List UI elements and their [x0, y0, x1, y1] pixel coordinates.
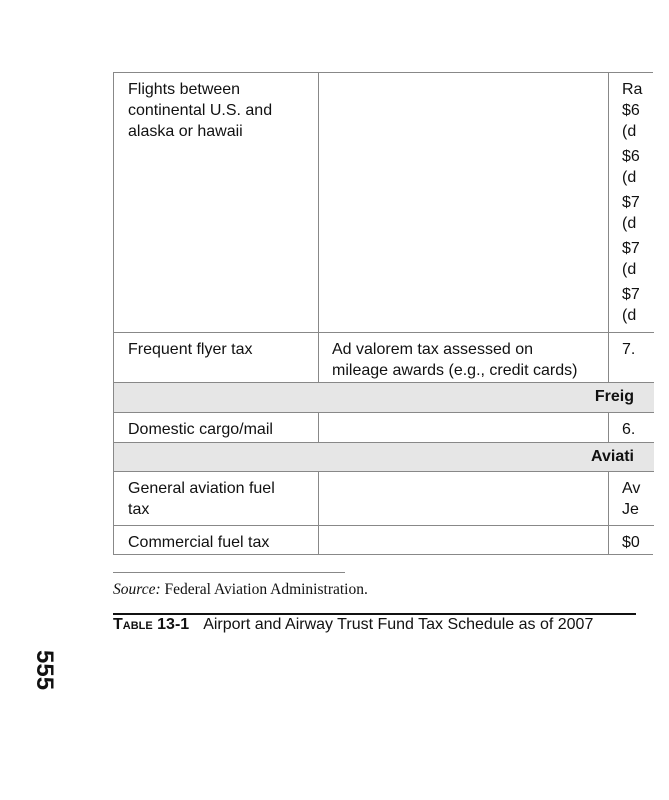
page-number: 555	[31, 650, 58, 691]
caption-divider	[113, 613, 636, 615]
caption-label: Table 13-1	[113, 616, 190, 633]
row-description: Ad valorem tax assessed on mileage awards (e.g., credit cards)	[319, 333, 609, 382]
source-label: Source:	[113, 581, 161, 598]
row-rate: Ra $6 (d $6 (d $7 (d $7 (d $7 (d	[622, 81, 643, 324]
row-label: Commercial fuel tax	[114, 526, 319, 555]
section-heading: Aviati	[591, 448, 634, 465]
row-rate: $0	[622, 534, 640, 551]
section-heading: Freig	[594, 388, 634, 405]
section-band-aviation	[114, 443, 654, 472]
row-rate: Av Je	[622, 480, 641, 518]
footnote-divider	[113, 572, 345, 573]
source-note	[113, 581, 368, 599]
table-caption	[113, 616, 593, 634]
tax-schedule-table	[113, 72, 653, 555]
row-label: General aviation fuel tax	[114, 472, 319, 525]
source-text: Federal Aviation Administration.	[164, 581, 368, 598]
caption-title: Airport and Airway Trust Fund Tax Schedule as of 2007	[203, 616, 594, 633]
table-row	[114, 526, 654, 555]
row-description	[319, 413, 609, 442]
section-band-freight	[114, 383, 654, 413]
table-row	[114, 413, 654, 443]
row-label: Frequent flyer tax	[114, 333, 319, 382]
table-row	[114, 333, 654, 383]
table-row	[114, 73, 654, 333]
row-rate: 6.	[622, 421, 636, 438]
row-description	[319, 73, 609, 332]
row-label: Domestic cargo/mail	[114, 413, 319, 442]
row-label: Flights between continental U.S. and alaska or hawaii	[114, 73, 319, 332]
table-row	[114, 472, 654, 526]
row-rate: 7.	[622, 341, 636, 358]
